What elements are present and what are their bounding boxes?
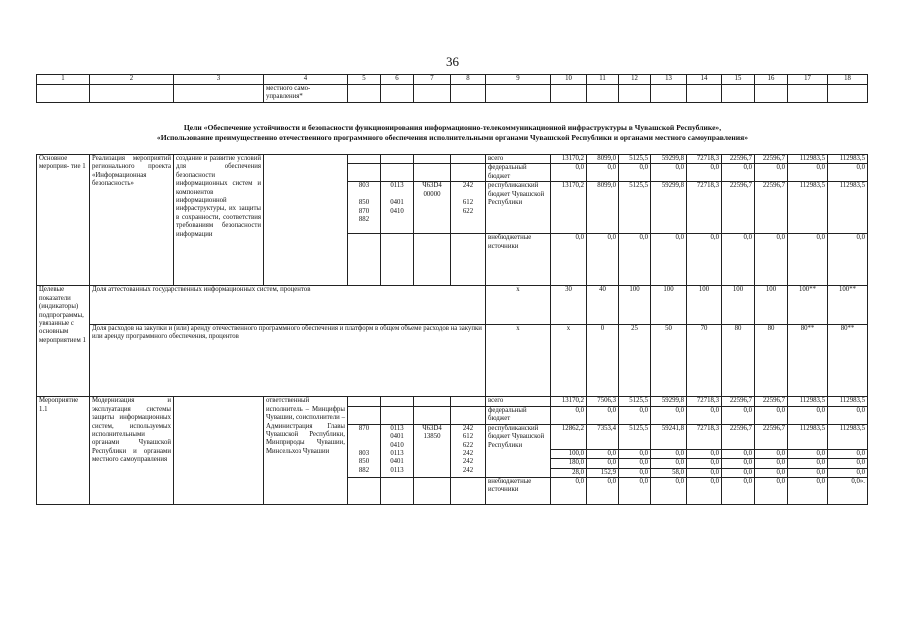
value-cell: 13170,2 [551, 182, 587, 234]
value-cell: 0,0 [755, 406, 788, 424]
grbs-codes: 870 803 850 882 [348, 424, 381, 477]
target-value: 100** [788, 286, 828, 324]
target-value: 80** [828, 324, 868, 397]
col-number: 18 [828, 75, 868, 85]
targets-label: Целевые показатели (индикаторы) подпрограммы, увязанные с основным мероприятием 1 [37, 286, 90, 397]
value-cell: 0,0 [755, 164, 788, 182]
source-label: внебюджетные источники [486, 234, 551, 286]
rz-codes: 0113 0401 0410 [381, 182, 414, 234]
value-cell: 0,0 [828, 234, 868, 286]
value-cell: 0,0 [551, 478, 587, 505]
goal-heading [40, 123, 865, 143]
target-name: Доля аттестованных государственных информационных систем, процентов [90, 286, 486, 324]
value-cell: 0,0 [687, 234, 722, 286]
goal-line-2: «Использование преимущественно отечественного программного обеспечения исполнительными органами Чувашской Республики и органами местного самоуправления» [156, 133, 749, 142]
value-cell: 0,0 [619, 449, 651, 458]
page-number: 36 [446, 54, 459, 69]
value-cell: 0,0 [587, 234, 619, 286]
value-cell: 7353,4 [587, 424, 619, 449]
value-cell: 0,0 [828, 459, 868, 468]
event11-row-total [37, 397, 868, 406]
target-value: 100** [828, 286, 868, 324]
value-cell: 112983,5 [788, 397, 828, 406]
value-cell: 0,0 [722, 164, 755, 182]
value-cell: 8099,0 [587, 182, 619, 234]
col-number: 17 [788, 75, 828, 85]
target-value: 100 [619, 286, 651, 324]
target-value: 25 [619, 324, 651, 397]
value-cell: 0,0 [755, 478, 788, 505]
value-cell: 0,0 [587, 164, 619, 182]
value-cell: 72718,3 [687, 155, 722, 164]
col-number: 1 [37, 75, 90, 85]
value-cell: 0,0 [828, 449, 868, 458]
value-cell: 0,0 [619, 234, 651, 286]
value-cell: 100,0 [551, 449, 587, 458]
main1-goal: создание и развитие условий для обеспечения безопасности информационных систем и компонентов информационной инфраструктуры, их защиты в сохранности, соответствия требованиям безопасности информации [174, 155, 264, 286]
value-cell: 0,0 [828, 468, 868, 477]
value-cell: 0,0 [828, 406, 868, 424]
value-cell: 0,0 [722, 234, 755, 286]
csr-codes: Ч63D4 13850 [414, 424, 451, 477]
value-cell: 0,0 [788, 449, 828, 458]
value-cell: 0,0 [619, 478, 651, 505]
value-cell: 0,0 [687, 459, 722, 468]
value-cell: 0,0 [587, 459, 619, 468]
value-cell: 0,0». [828, 478, 868, 505]
target-value: 50 [651, 324, 687, 397]
col-number: 6 [381, 75, 414, 85]
value-cell: 8099,0 [587, 155, 619, 164]
value-cell: 0,0 [687, 468, 722, 477]
target-base: x [486, 286, 551, 324]
col-number: 8 [451, 75, 486, 85]
column-number-row [37, 75, 868, 85]
target-name: Доля расходов на закупки и (или) аренду отечественного программного обеспечения и платформ в общем объеме расходов на закупки или аренду программного обеспечения, процентов [90, 324, 486, 397]
event11-name: Модернизация и эксплуатация системы защиты информационных систем, используемых исполнительными органами Чувашской Республики и органами местного самоуправления [90, 397, 174, 505]
value-cell: 0,0 [722, 459, 755, 468]
main1-row-total [37, 155, 868, 164]
value-cell: 59299,8 [651, 182, 687, 234]
value-cell: 112983,5 [828, 155, 868, 164]
value-cell: 0,0 [619, 406, 651, 424]
value-cell: 22596,7 [755, 182, 788, 234]
value-cell: 152,9 [587, 468, 619, 477]
value-cell: 0,0 [788, 234, 828, 286]
value-cell: 7506,3 [587, 397, 619, 406]
value-cell: 112983,5 [788, 424, 828, 449]
grbs-codes: 803 850 870 882 [348, 182, 381, 234]
carry-over-text: местного само- управления* [264, 85, 348, 103]
source-label: республиканский бюджет Чувашской Республики [486, 424, 551, 477]
value-cell: 0,0 [651, 234, 687, 286]
value-cell: 72718,3 [687, 424, 722, 449]
value-cell: 5125,5 [619, 182, 651, 234]
value-cell: 59241,8 [651, 424, 687, 449]
value-cell: 0,0 [587, 478, 619, 505]
value-cell: 72718,3 [687, 397, 722, 406]
value-cell: 0,0 [651, 164, 687, 182]
value-cell: 58,0 [651, 468, 687, 477]
target-value: 100 [722, 286, 755, 324]
target-value: 0 [587, 324, 619, 397]
value-cell: 112983,5 [828, 397, 868, 406]
col-number: 11 [587, 75, 619, 85]
value-cell: 0,0 [755, 449, 788, 458]
source-label: федеральный бюджет [486, 406, 551, 424]
value-cell: 0,0 [788, 468, 828, 477]
value-cell: 112983,5 [788, 182, 828, 234]
col-number: 12 [619, 75, 651, 85]
col-number: 15 [722, 75, 755, 85]
target-value: 80** [788, 324, 828, 397]
event11-label: Мероприятие 1.1 [37, 397, 90, 505]
col-number: 7 [414, 75, 451, 85]
value-cell: 0,0 [788, 459, 828, 468]
value-cell: 22596,7 [722, 182, 755, 234]
vr-codes: 242 612 622 242 242 242 [451, 424, 486, 477]
value-cell: 5125,5 [619, 397, 651, 406]
value-cell: 0,0 [722, 478, 755, 505]
value-cell: 0,0 [828, 164, 868, 182]
target-value: 100 [651, 286, 687, 324]
value-cell: 0,0 [722, 449, 755, 458]
target-row-1 [37, 286, 868, 324]
header-table [36, 74, 868, 103]
value-cell: 0,0 [755, 459, 788, 468]
col-number: 14 [687, 75, 722, 85]
event11-executor: ответственный исполнитель – Минцифры Чувашии, соисполнители – Администрация Главы Чувашской Республики, Минприроды Чувашии, Минсельхоз Чувашии [264, 397, 348, 505]
value-cell: 0,0 [587, 406, 619, 424]
target-value: 30 [551, 286, 587, 324]
value-cell: 28,0 [551, 468, 587, 477]
value-cell: 0,0 [755, 234, 788, 286]
value-cell: 0,0 [687, 449, 722, 458]
value-cell: 0,0 [551, 406, 587, 424]
value-cell: 180,0 [551, 459, 587, 468]
main1-label: Основное мероприя- тие 1 [37, 155, 90, 286]
target-value: x [551, 324, 587, 397]
value-cell: 0,0 [651, 459, 687, 468]
value-cell: 0,0 [687, 164, 722, 182]
value-cell: 59299,8 [651, 397, 687, 406]
vr-codes: 242 612 622 [451, 182, 486, 234]
col-number: 3 [174, 75, 264, 85]
program-table [36, 154, 868, 505]
value-cell: 0,0 [651, 449, 687, 458]
source-label: федеральный бюджет [486, 164, 551, 182]
value-cell: 5125,5 [619, 424, 651, 449]
source-label: всего [486, 155, 551, 164]
value-cell: 0,0 [619, 164, 651, 182]
col-number: 2 [90, 75, 174, 85]
col-number: 10 [551, 75, 587, 85]
col-number: 5 [348, 75, 381, 85]
value-cell: 112983,5 [828, 424, 868, 449]
value-cell: 0,0 [788, 164, 828, 182]
value-cell: 0,0 [755, 468, 788, 477]
value-cell: 0,0 [619, 459, 651, 468]
value-cell: 22596,7 [755, 397, 788, 406]
target-base: x [486, 324, 551, 397]
value-cell: 0,0 [687, 406, 722, 424]
value-cell: 0,0 [587, 449, 619, 458]
value-cell: 112983,5 [828, 182, 868, 234]
value-cell: 22596,7 [722, 424, 755, 449]
target-value: 70 [687, 324, 722, 397]
value-cell: 5125,5 [619, 155, 651, 164]
value-cell: 0,0 [788, 478, 828, 505]
value-cell: 22596,7 [755, 424, 788, 449]
main1-name: Реализация мероприятий регионального проекта «Информационная безопасность» [90, 155, 174, 286]
value-cell: 0,0 [722, 468, 755, 477]
target-value: 80 [755, 324, 788, 397]
carry-over-row [37, 85, 868, 103]
value-cell: 13170,2 [551, 155, 587, 164]
rz-codes: 0113 0401 0410 0113 0401 0113 [381, 424, 414, 477]
value-cell: 0,0 [788, 406, 828, 424]
value-cell: 0,0 [722, 406, 755, 424]
source-label: республиканский бюджет Чувашской Республики [486, 182, 551, 234]
value-cell: 0,0 [651, 478, 687, 505]
value-cell: 0,0 [687, 478, 722, 505]
col-number: 4 [264, 75, 348, 85]
target-row-2 [37, 324, 868, 397]
value-cell: 12862,2 [551, 424, 587, 449]
value-cell: 13170,2 [551, 397, 587, 406]
source-label: всего [486, 397, 551, 406]
value-cell: 22596,7 [722, 397, 755, 406]
target-value: 100 [687, 286, 722, 324]
value-cell: 0,0 [551, 164, 587, 182]
col-number: 9 [486, 75, 551, 85]
value-cell: 22596,7 [755, 155, 788, 164]
target-value: 40 [587, 286, 619, 324]
source-label: внебюджетные источники [486, 478, 551, 505]
value-cell: 0,0 [551, 234, 587, 286]
value-cell: 0,0 [619, 468, 651, 477]
col-number: 13 [651, 75, 687, 85]
target-value: 100 [755, 286, 788, 324]
value-cell: 112983,5 [788, 155, 828, 164]
target-value: 80 [722, 324, 755, 397]
value-cell: 59299,8 [651, 155, 687, 164]
value-cell: 22596,7 [722, 155, 755, 164]
csr-codes: Ч63D4 00000 [414, 182, 451, 234]
value-cell: 72718,3 [687, 182, 722, 234]
goal-line-1: Цели «Обеспечение устойчивости и безопасности функционирования информационно-телекоммуникационной инфраструктуры в Чувашской Республике», [183, 123, 722, 132]
value-cell: 0,0 [651, 406, 687, 424]
col-number: 16 [755, 75, 788, 85]
